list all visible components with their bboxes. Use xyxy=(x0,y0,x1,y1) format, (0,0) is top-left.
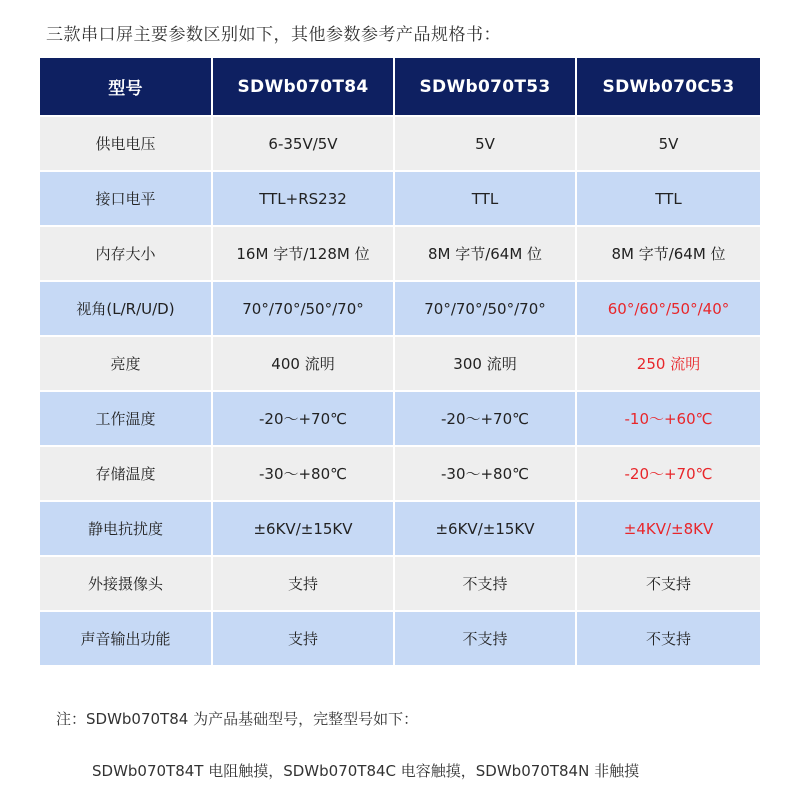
table-row xyxy=(40,611,760,665)
table-row xyxy=(40,281,760,336)
table-cell: 6-35V/5V xyxy=(212,116,394,171)
table-cell: -20～+70℃ xyxy=(212,391,394,446)
table-cell: 不支持 xyxy=(576,556,760,611)
row-label: 亮度 xyxy=(40,336,212,391)
table-row xyxy=(40,336,760,391)
table-cell: -30～+80℃ xyxy=(212,446,394,501)
table-cell: 不支持 xyxy=(394,611,576,665)
table-cell: 支持 xyxy=(212,611,394,665)
table-row xyxy=(40,116,760,171)
table-row xyxy=(40,446,760,501)
table-cell: 不支持 xyxy=(394,556,576,611)
table-cell-highlight: ±4KV/±8KV xyxy=(576,501,760,556)
table-cell: 16M 字节/128M 位 xyxy=(212,226,394,281)
table-cell: 70°/70°/50°/70° xyxy=(212,281,394,336)
note-full-models: SDWb070T84T 电阻触摸，SDWb070T84C 电容触摸，SDWb070T84N 非触摸 xyxy=(92,762,640,780)
table-cell: TTL+RS232 xyxy=(212,171,394,226)
table-cell-highlight: -10～+60℃ xyxy=(576,391,760,446)
table-cell-highlight: 60°/60°/50°/40° xyxy=(576,281,760,336)
row-label: 视角(L/R/U/D) xyxy=(40,281,212,336)
table-cell: 300 流明 xyxy=(394,336,576,391)
table-cell: TTL xyxy=(576,171,760,226)
table-row xyxy=(40,501,760,556)
row-label: 静电抗扰度 xyxy=(40,501,212,556)
table-cell: ±6KV/±15KV xyxy=(394,501,576,556)
header-sdwb070t53: SDWb070T53 xyxy=(394,58,576,116)
table-cell: 8M 字节/64M 位 xyxy=(576,226,760,281)
table-cell: 5V xyxy=(394,116,576,171)
table-cell: 5V xyxy=(576,116,760,171)
spec-comparison-table xyxy=(40,58,760,665)
table-cell: 不支持 xyxy=(576,611,760,665)
table-cell: -20～+70℃ xyxy=(394,391,576,446)
intro-text: 三款串口屏主要参数区别如下，其他参数参考产品规格书： xyxy=(46,25,501,45)
header-model: 型号 xyxy=(40,58,212,116)
table-row xyxy=(40,226,760,281)
table-cell: TTL xyxy=(394,171,576,226)
row-label: 存储温度 xyxy=(40,446,212,501)
table-row xyxy=(40,171,760,226)
table-cell: 支持 xyxy=(212,556,394,611)
row-label: 工作温度 xyxy=(40,391,212,446)
table-cell: -30～+80℃ xyxy=(394,446,576,501)
table-cell: 70°/70°/50°/70° xyxy=(394,281,576,336)
row-label: 供电电压 xyxy=(40,116,212,171)
table-cell-highlight: 250 流明 xyxy=(576,336,760,391)
table-cell: 400 流明 xyxy=(212,336,394,391)
table-row xyxy=(40,391,760,446)
row-label: 声音输出功能 xyxy=(40,611,212,665)
table-cell: 8M 字节/64M 位 xyxy=(394,226,576,281)
note-base-model: 注：SDWb070T84 为产品基础型号，完整型号如下： xyxy=(56,710,419,728)
header-sdwb070t84: SDWb070T84 xyxy=(212,58,394,116)
table-row xyxy=(40,556,760,611)
header-sdwb070c53: SDWb070C53 xyxy=(576,58,760,116)
row-label: 接口电平 xyxy=(40,171,212,226)
table-cell: ±6KV/±15KV xyxy=(212,501,394,556)
row-label: 内存大小 xyxy=(40,226,212,281)
table-header-row xyxy=(40,58,760,116)
table-cell-highlight: -20～+70℃ xyxy=(576,446,760,501)
row-label: 外接摄像头 xyxy=(40,556,212,611)
